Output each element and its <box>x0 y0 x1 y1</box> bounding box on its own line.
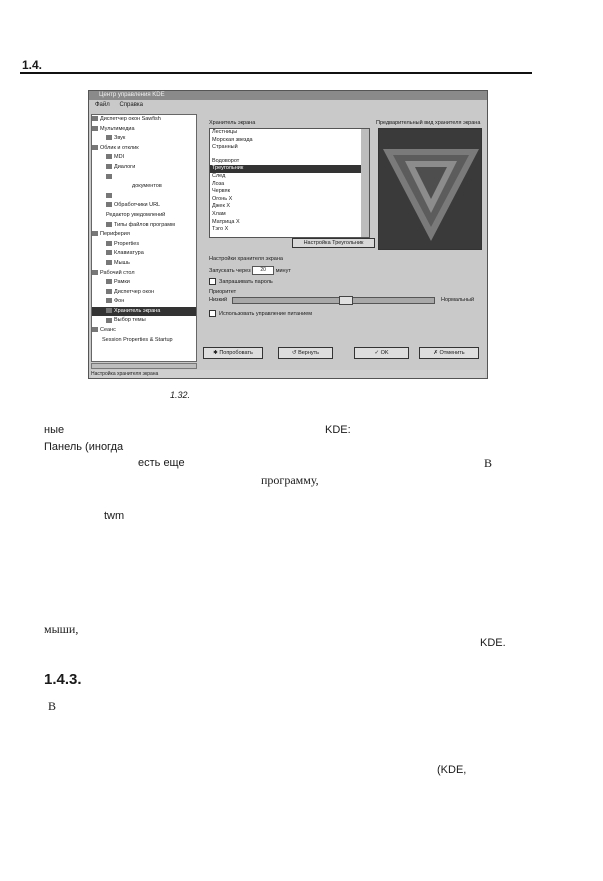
tree-item[interactable]: Фон <box>92 297 196 307</box>
text-line: twm <box>104 510 125 522</box>
tree-item[interactable]: Облик и отклик <box>92 144 196 154</box>
tree-item[interactable] <box>92 173 196 183</box>
saver-settings-button[interactable]: Настройка Треугольник <box>292 238 375 248</box>
module-icon <box>106 174 112 179</box>
tree-item[interactable]: Диспетчер окон <box>92 288 196 298</box>
list-item[interactable]: След <box>212 172 226 179</box>
list-item[interactable]: Червяк <box>212 188 231 195</box>
close-icon: ✗ <box>433 350 440 356</box>
tree-item[interactable]: Session Properties & Startup <box>102 336 173 343</box>
tree-item[interactable]: Выбор темы <box>92 316 196 326</box>
frame-icon <box>106 279 112 284</box>
preview-label: Предварительный вид хранителя экрана <box>376 120 481 126</box>
power-checkbox[interactable] <box>209 310 216 317</box>
list-item-selected[interactable]: Треугольник <box>210 165 369 173</box>
window-title: Центр управления KDE <box>89 91 487 100</box>
menu-bar <box>89 100 487 110</box>
status-bar: Настройка хранителя экрана <box>91 370 485 378</box>
list-item[interactable]: Водоворот <box>212 157 240 164</box>
tree-item[interactable]: Периферия <box>92 230 196 240</box>
keyboard-icon <box>106 250 112 255</box>
list-item[interactable]: Хлам <box>212 210 226 217</box>
tree-item[interactable]: Типы файлов программ <box>92 221 196 231</box>
saver-group-label: Хранитель экрана <box>209 120 256 126</box>
list-item[interactable]: Огонь Х <box>212 195 233 202</box>
tree-item[interactable]: Мышь <box>92 259 196 269</box>
tree-item[interactable]: Рамки <box>92 278 196 288</box>
tree-item[interactable]: Клавиатура <box>92 249 196 259</box>
tree-item[interactable]: Рабочий стол <box>92 269 196 279</box>
try-button[interactable]: ✱ Попробовать <box>203 347 263 359</box>
text-line: KDE: <box>325 424 351 436</box>
password-row[interactable] <box>209 278 273 285</box>
screensaver-icon <box>106 308 112 313</box>
triangle-preview-image <box>379 129 482 250</box>
tree-item-selected[interactable]: Хранитель экрана <box>92 307 196 317</box>
ok-button[interactable]: ✓ OK <box>354 347 409 359</box>
saver-preview <box>378 128 482 250</box>
folder-icon <box>92 116 98 121</box>
section-number: 1.4. <box>22 58 43 72</box>
tree-item[interactable]: Обработчики URL <box>92 201 196 211</box>
folder-icon <box>92 126 98 131</box>
text-line: В <box>48 699 57 713</box>
text-line: (KDE, <box>437 764 467 776</box>
menu-help[interactable]: Справка <box>119 102 143 108</box>
text-line: программу, <box>261 473 319 487</box>
password-label: Запрашивать пароль <box>219 278 273 285</box>
cancel-button[interactable]: ✗ Отменить <box>419 347 479 359</box>
speaker-icon <box>106 135 112 140</box>
list-item[interactable]: Странный <box>212 144 238 151</box>
password-checkbox[interactable] <box>209 278 216 285</box>
figure-caption: 1.32. <box>170 390 191 400</box>
saver-list[interactable] <box>209 128 370 238</box>
module-tree[interactable] <box>91 114 197 362</box>
list-item[interactable]: Лоза <box>212 180 225 187</box>
tree-item[interactable] <box>92 192 196 202</box>
tree-item[interactable]: Properties <box>92 240 196 250</box>
figure-screenshot <box>88 90 488 379</box>
start-after-row <box>209 266 291 275</box>
list-item[interactable]: Тэго Х <box>212 226 229 233</box>
tree-item[interactable]: Диспетчер окон Sawfish <box>92 115 196 125</box>
power-label: Использовать управление питанием <box>219 310 313 317</box>
tree-item[interactable]: Сеанс <box>92 326 196 336</box>
check-icon: ✓ <box>374 350 381 356</box>
window-manager-icon <box>106 289 112 294</box>
subsection-heading: 1.4.3. <box>44 671 82 688</box>
revert-icon: ↺ <box>291 350 299 356</box>
text-line: ные <box>44 424 65 436</box>
priority-label: Приоритет <box>209 289 237 295</box>
priority-slider-handle[interactable] <box>339 296 353 305</box>
mouse-icon <box>106 260 112 265</box>
list-item[interactable]: Матрица Х <box>212 218 240 225</box>
background-icon <box>106 298 112 303</box>
tree-item[interactable]: Диалоги <box>92 163 196 173</box>
list-item[interactable]: Морская звезда <box>212 136 253 143</box>
tree-item[interactable]: Мультимедиа <box>92 125 196 135</box>
folder-icon <box>92 231 98 236</box>
tree-item[interactable]: документов <box>132 183 162 190</box>
text-line: В <box>484 456 493 470</box>
list-item[interactable]: Лестницы <box>212 129 238 135</box>
priority-low-label: Низкий <box>209 297 228 303</box>
menu-file[interactable]: Файл <box>95 102 110 108</box>
theme-icon <box>106 318 112 323</box>
module-icon <box>106 193 112 198</box>
tree-item[interactable]: Редактор уведомлений <box>106 211 166 218</box>
text-line: мыши, <box>44 622 79 636</box>
priority-normal-label: Нормальный <box>441 297 475 303</box>
dialog-icon <box>106 164 112 169</box>
properties-icon <box>106 241 112 246</box>
window-icon <box>106 154 112 159</box>
start-after-label: Запускать через <box>209 267 251 274</box>
text-line: Панель (иногда <box>44 441 124 453</box>
start-after-unit: минут <box>275 267 291 274</box>
header-rule <box>20 72 532 74</box>
text-line: KDE. <box>480 637 506 649</box>
saver-list-scrollbar[interactable] <box>361 129 369 237</box>
try-icon: ✱ <box>213 350 220 356</box>
folder-icon <box>92 327 98 332</box>
folder-icon <box>92 270 98 275</box>
globe-icon <box>106 202 112 207</box>
filetype-icon <box>106 222 112 227</box>
priority-slider[interactable] <box>232 297 435 304</box>
revert-button[interactable]: ↺ Вернуть <box>278 347 333 359</box>
tree-hscrollbar[interactable] <box>91 363 197 369</box>
folder-icon <box>92 145 98 150</box>
tree-item[interactable]: MDI <box>92 153 196 163</box>
settings-group-label: Настройки хранителя экрана <box>209 256 283 262</box>
power-row[interactable] <box>209 310 312 317</box>
tree-item[interactable]: Звук <box>92 134 196 144</box>
list-item[interactable]: Джек Х <box>212 203 231 210</box>
start-after-spinbox[interactable]: 20 <box>252 266 274 275</box>
text-line: есть еще <box>138 457 185 469</box>
